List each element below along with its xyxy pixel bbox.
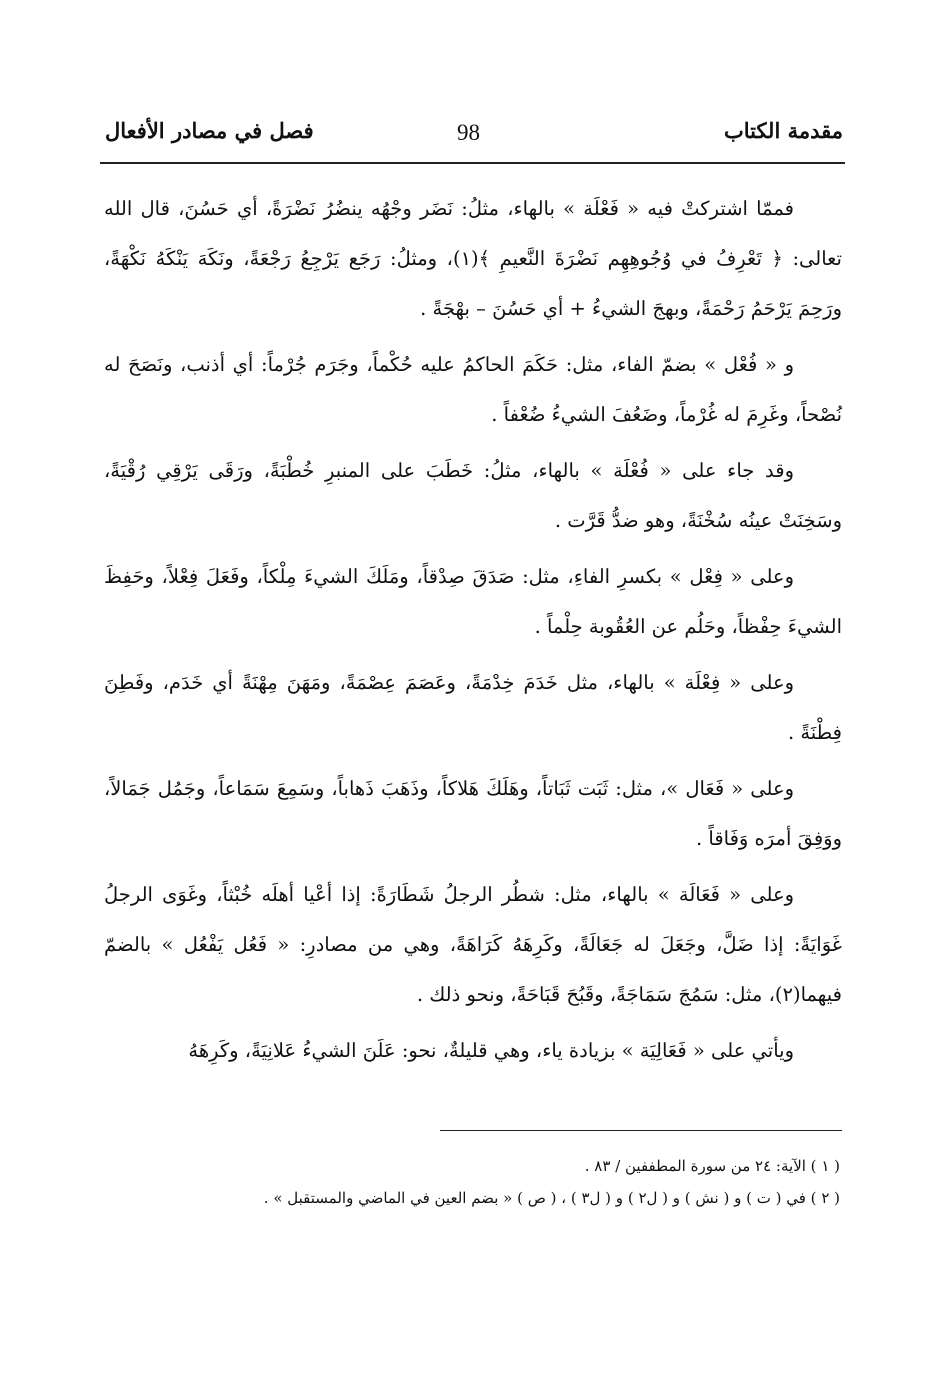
paragraph: وعلى « فَعَالَة » بالهاء، مثل: شطُر الرجلُ شَطَارَةً: إذا أعْيا أهلَه خُبْثاً، وغَوَى الرجلُ غَوَايَةً: إذا ضَلَّ، وجَعَلَ له جَعَالَةً، وكَرِهَهُ كَرَاهَةً، وهي من مصادرِ: « فَعُل يَفْعُل » بالضمّ فيهما(٢)، مثل: سَمُجَ سَمَاجَةً، وقَبُحَ قَبَاحَةً، ونحو ذلك . — [104, 883, 842, 1006]
footnote: ( ١ ) الآية: ٢٤ من سورة المطففين / ٨٣ . — [584, 1157, 840, 1175]
paragraph: وعلى « فِعْل » بكسرِ الفاءِ، مثل: صَدَقَ صِدْقاً، ومَلَكَ الشيءَ مِلْكاً، وفَعَلَ فِعْلاً، وحَفِظَ الشيءَ حِفْظاً، وحَلُم عن العُقُوبة حِلْماً . — [104, 565, 842, 638]
paragraph: وعلى « فِعْلَة » بالهاء، مثل خَدَمَ خِدْمَةً، وعَصَمَ عِصْمَةً، ومَهَنَ مِهْنَةً أي خَدَم، وفَطِنَ فِطْنَةً . — [104, 671, 842, 744]
paragraph: وقد جاء على « فُعْلَة » بالهاء، مثلُ: خَطَبَ على المنبرِ خُطْبَةً، ورَقَى يَرْقِي رُقْيَةً، وسَخِنَتْ عينُه سُخْنَةً، وهو ضدُّ قَرَّت . — [104, 459, 842, 532]
footnote-separator — [440, 1130, 842, 1131]
paragraph: ويأتي على « فَعَالِيَة » بزيادة ياء، وهي قليلةٌ، نحو: عَلَنَ الشيءُ عَلانِيَةً، وكَرِهَهُ — [188, 1039, 794, 1062]
running-head-left: فصل في مصادر الأفعال — [105, 118, 314, 143]
header-rule — [100, 162, 845, 164]
footnote: ( ٢ ) في ( ت ) و ( نش ) و ( ل٢ ) و ( ل٣ ) ، ( ص ) « بضم العين في الماضي والمستقبل » . — [263, 1189, 840, 1207]
footnotes — [263, 1150, 840, 1214]
paragraph: و « فُعْل » بضمّ الفاء، مثل: حَكَمَ الحاكمُ عليه حُكْماً، وجَرَم جُرْماً: أي أذنب، ونَصَحَ له نُصْحاً، وغَرِمَ له غُرْماً، وضَعُفَ الشيءُ ضُعْفاً . — [104, 353, 842, 426]
main-text — [104, 184, 842, 1082]
paragraph: وعلى « فَعَال »، مثل: ثَبَت ثَبَاتاً، وهَلَكَ هَلاكاً، وذَهَبَ ذَهاباً، وسَمِعَ سَمَاعاً، وجَمُل جَمَالاً، ووَفِقَ أمرَه وَفَاقاً . — [104, 777, 842, 850]
page-header — [105, 118, 843, 158]
running-head-right: مقدمة الكتاب — [723, 118, 843, 143]
paragraph: فممّا اشتركتْ فيه « فَعْلَة » بالهاء، مثلُ: نَضَر وجْهُه ينضُرُ نَضْرَةً، أي حَسُنَ، قال الله تعالى: ﴿ تَعْرِفُ في وُجُوهِهِم نَضْرَةَ النَّعيمِ ﴾(١)، ومثلُ: رَجَع يَرْجِعُ رَجْعَةً، ونَكَهَ يَنْكَهُ نَكْهَةً، ورَحِمَ يَرْحَمُ رَحْمَةً، وبهجَ الشيءُ + أي حَسُنَ – بهْجَةً . — [104, 197, 842, 320]
page-number: 98 — [457, 120, 480, 145]
